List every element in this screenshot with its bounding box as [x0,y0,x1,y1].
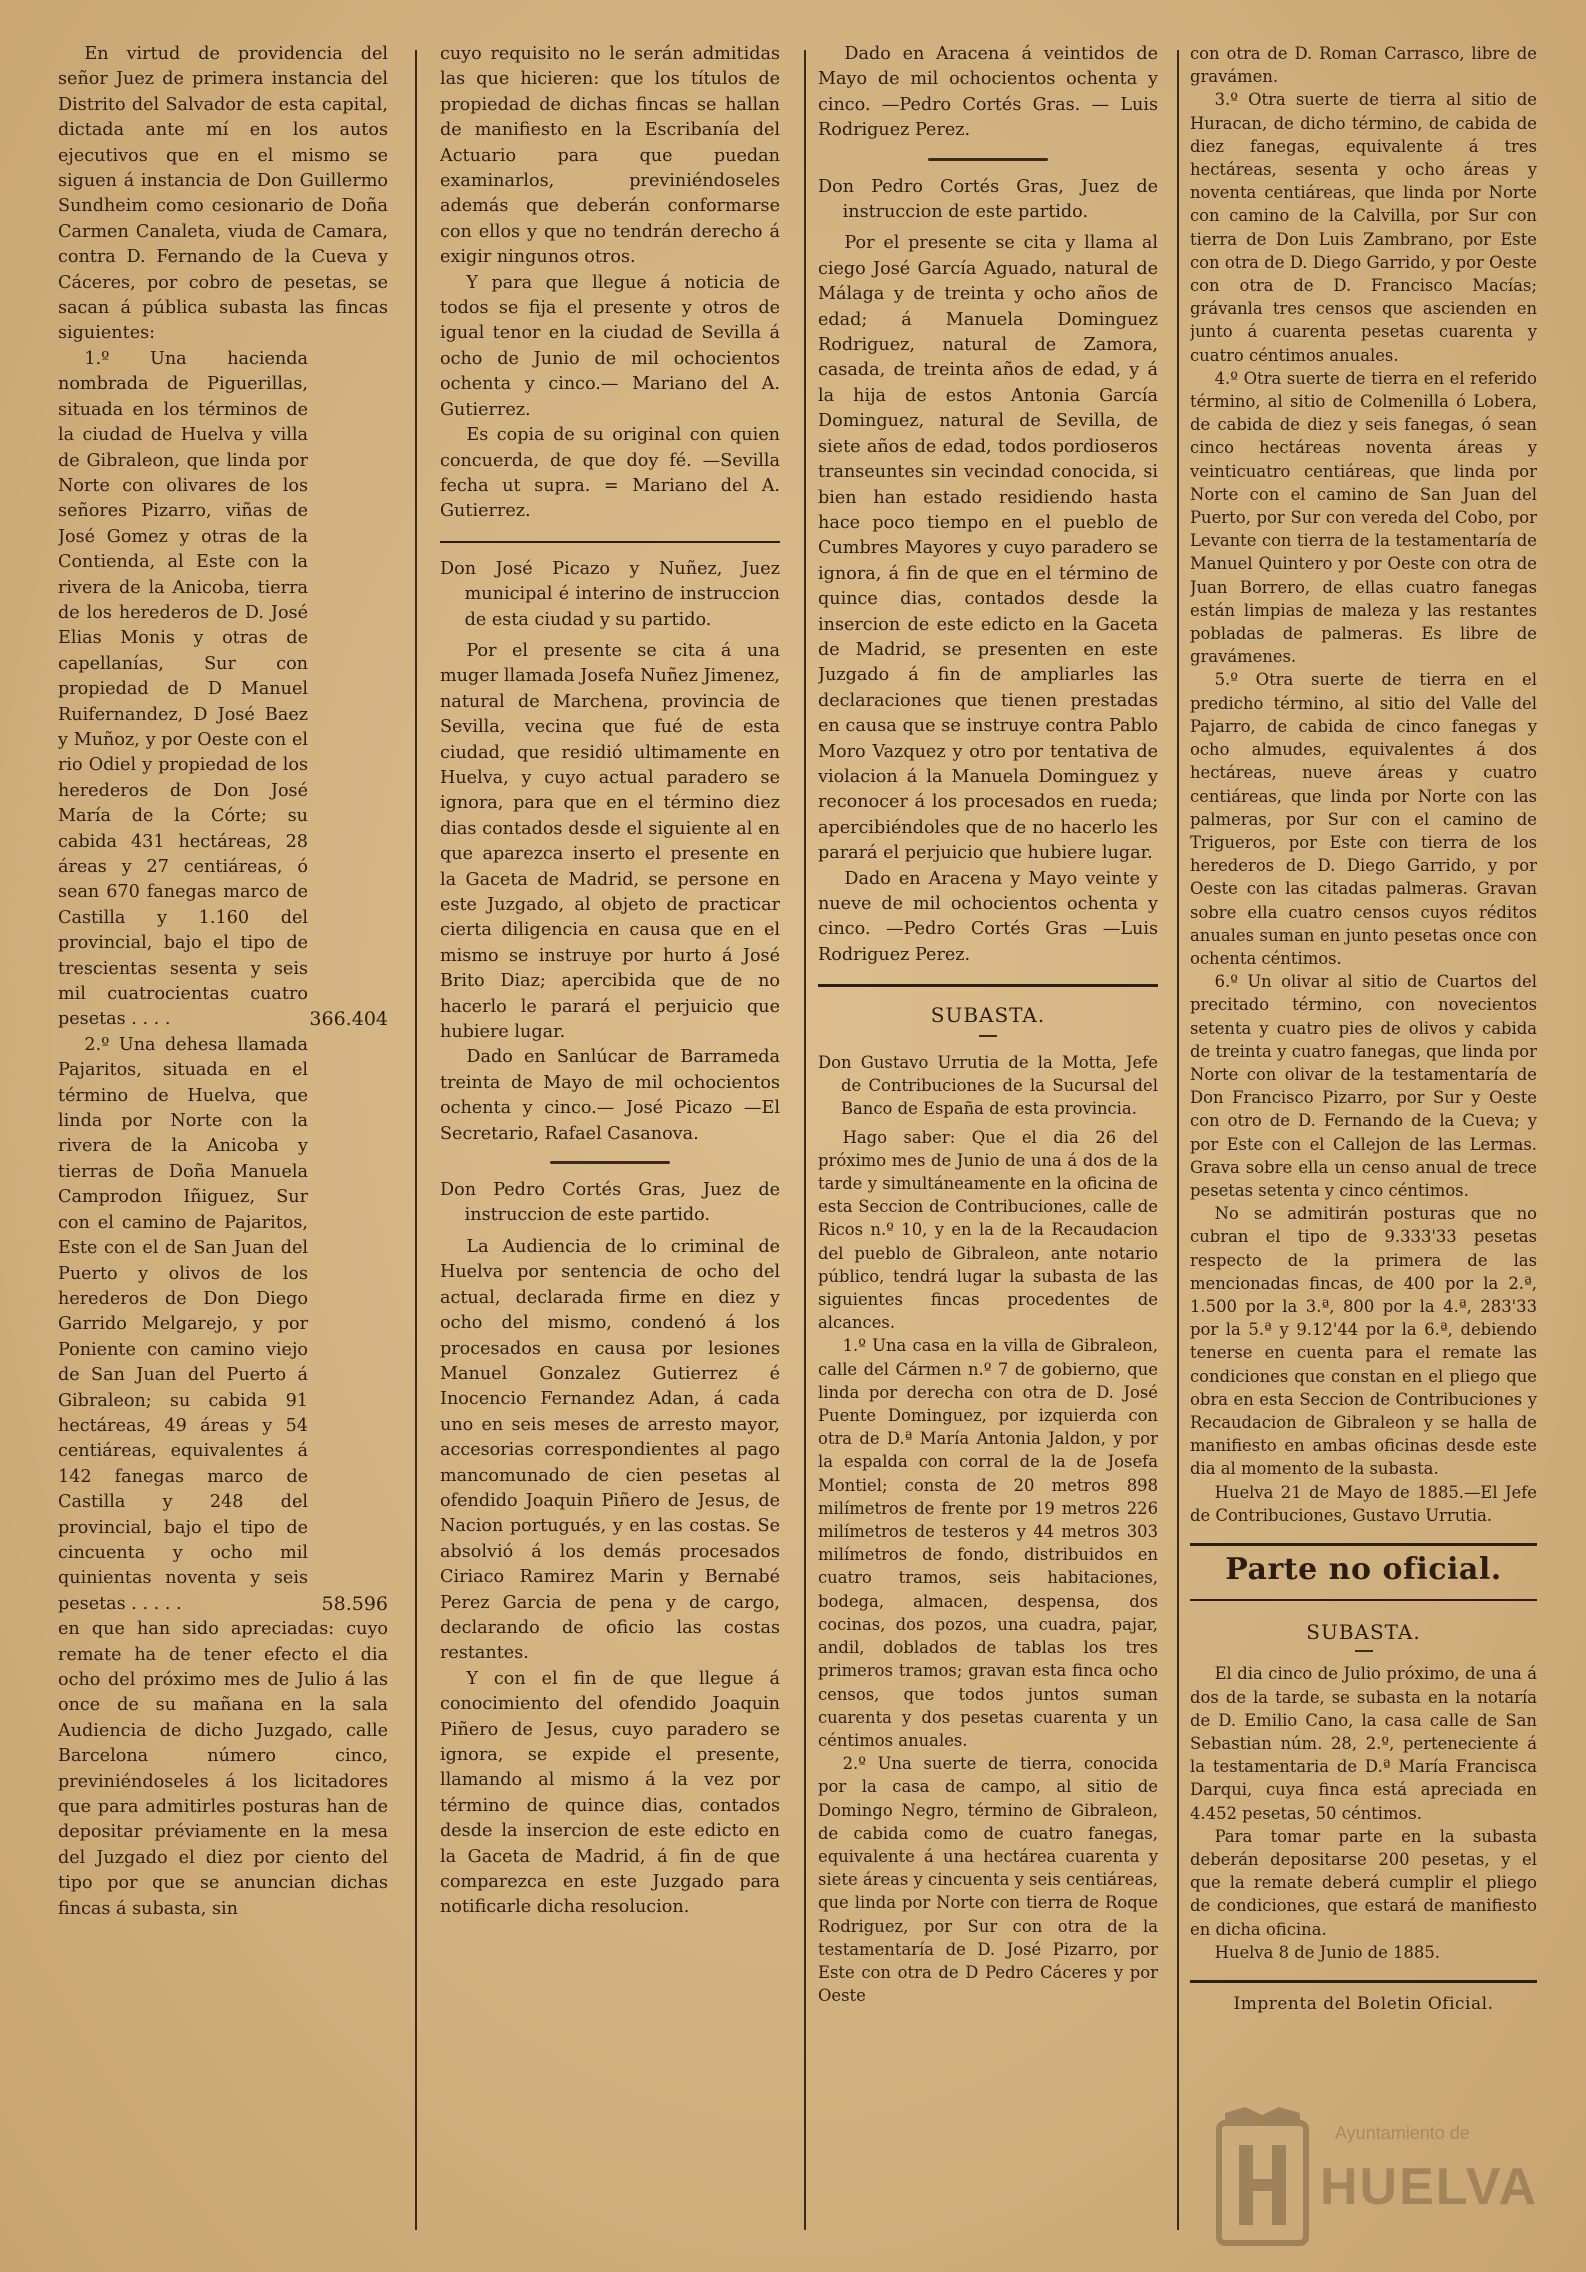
notice-paragraph: Huelva 21 de Mayo de 1885.—El Jefe de Contribuciones, Gustavo Urrutia. [1190,1482,1537,1525]
notice-paragraph: Por el presente se cita á una muger llamada Josefa Nuñez Jimenez, natural de Marchena, provincia de Sevilla, vecina que fué de esta ciudad, que residió ultimamente en Huelva, y cuyo actual paradero se ignora, para que en el término diez dias contados desde el siguiente al en que aparezca inserto el presente en la Gaceta de Madrid, se persone en este Juzgado, al objeto de practicar cierta diligencia en causa que en el mismo se instruye por hurto á José Brito Diaz; apercibida que de no hacerlo le parará el perjuicio que hubiere lugar. [440,640,780,1043]
notice-paragraph: 2.º Una suerte de tierra, conocida por la casa de campo, al sitio de Domingo Negro, término de Gibraleon, de cabida como de cuatro fanegas, equivalente á una hectárea cuarenta y siete áreas y cincuenta y seis centiáreas, que linda por Norte con tierra de Roque Rodriguez, por Sur con otra de la testamentaría de D. José Pizarro, por Este con otra de D Pedro Cáceres y por Oeste [818,1754,1158,2006]
notice-paragraph: 4.º Otra suerte de tierra en el referido término, al sitio de Colmenilla ó Lobera, de cabida de diez y seis fanegas, ó sean cinco hectáreas noventa áreas y veinticuatro centiáreas, que linda por Norte con el camino de San Juan del Puerto, por Sur con vereda del Cobo, por Levante con tierra de la testamentaría de Manuel Quintero y por Oeste con otra de Juan Borrero, de ellas cuatro fanegas están limpias de maleza y las restantes pobladas de palmeras. Es libre de gravámenes. [1190,368,1537,667]
notice-paragraph: En virtud de providencia del señor Juez de primera instancia del Distrito del Salvador de esta capital, dictada ante mí en los autos ejecutivos que en el mismo se siguen á instancia de Don Guillermo Sundheim como cesionario de Doña Carmen Canaleta, viuda de Camara, contra D. Fernando de la Cueva y Cáceres, por cobro de pesetas, se sacan á pública subasta las fincas siguientes: [58,44,388,344]
notice-heading: Don Pedro Cortés Gras, Juez de instruccion de este partido. [818,176,1158,223]
notice-paragraph: 5.º Otra suerte de tierra en el predicho término, al sitio del Valle del Pajarro, de cabida de cinco fanegas y ocho almudes, equivalentes á dos hectáreas, nueve áreas y cuatro centiáreas, que linda por Norte con las palmeras, por Sur con el camino de Trigueros, por Este con tierra de los herederos de D. Diego Garrido, y por Oeste con las citadas palmeras. Gravan sobre ella cuatro censos cuyos réditos anuales suman en junto pesetas once con ochenta céntimos. [1190,670,1537,968]
column-3 [818,42,1158,2192]
notice-paragraph: La Audiencia de lo criminal de Huelva por sentencia de ocho del actual, declarada firme en diez y ocho del mismo, condenó á los procesados en causa por lesiones Manuel Gonzalez Gutierrez é Inocencio Fernandez Adan, á cada uno en seis meses de arresto mayor, accesorias correspondientes al pago mancomunado de cien pesetas al ofendido Joaquin Piñero de Jesus, de Nacion portugués, y en las costas. Se absolvió á los demás procesados Ciriaco Ramirez Marin y Bernabé Perez Garcia de pena y de cargo, declarando de oficio las costas restantes. [440,1236,780,1664]
notice-heading: Don Pedro Cortés Gras, Juez de instruccion de este partido. [440,1180,780,1226]
column-rule [804,50,806,2230]
notice-paragraph: Huelva 8 de Junio de 1885. [1214,1942,1440,1962]
section-divider [1190,1543,1537,1546]
notice-paragraph: Hago saber: Que el dia 26 del próximo mes de Junio de una á dos de la tarde y simultáneamente en la oficina de esta Seccion de Contribuciones, calle de Ricos n.º 10, y en la de la Recaudacion del pueblo de Gibraleon, ante notario público, tendrá lugar la subasta de las siguientes fincas procedentes de alcances. [818,1127,1158,1333]
property-description: 1.º Una hacienda nombrada de Piguerillas, situada en los términos de la ciudad de Huelva y villa de Gibraleon, que linda por Norte con olivares de los señores Pizarro, viñas de José Gomez y otras de la Contienda, al Este con la rivera de la Anicoba, tierra de los herederos de D. José Elias Monis y otras de capellanías, Sur con propiedad de D Manuel Ruifernandez, D José Baez y Muñoz, y por Oeste con el rio Odiel y propiedad de los herederos de Don José María de la Córte; su cabida 431 hectáreas, 28 áreas y 27 centiáreas, ó sean 670 fanegas marco de Castilla y 1.160 del provincial, bajo el tipo de trescientas sesenta y seis mil cuatrocientas cuatro pesetas . . . . [58,348,308,1030]
property-entry [58,347,388,1033]
notice-heading: Don Gustavo Urrutia de la Motta, Jefe de Contribuciones de la Sucursal del Banco de España de esta provincia. [818,1052,1158,1118]
notice-paragraph: Y con el fin de que llegue á conocimiento del ofendido Joaquin Piñero de Jesus, cuyo paradero se ignora, se expide el presente, llamando al mismo á la vez por término de quince dias, contados desde la insercion de este edicto en la Gaceta de Madrid, á fin de que comparezca en este Juzgado para notificarle dicha resolucion. [440,1668,780,1918]
notice-paragraph: 6.º Un olivar al sitio de Cuartos del precitado término, con novecientos setenta y cuatro pies de olivos y cabida de treinta y cuatro fanegas, que linda por Norte con olivar de la testamentaría de Don Francisco Pizarro, por Sur y Oeste con otro de D. Fernando de la Cueva; y por Este con el Callejon de las Lermas. Grava sobre ella un censo anual de trece pesetas setenta y cinco céntimos. [1190,972,1537,1200]
notice-paragraph: Y para que llegue á noticia de todos se fija el presente y otros de igual tenor en la ciudad de Sevilla á ocho de Junio de mil ochocientos ochenta y cinco.— Mariano del A. Gutierrez. [440,272,780,420]
property-price: 58.596 [321,1592,388,1615]
notice-paragraph: El dia cinco de Julio próximo, de una á dos de la tarde, se subasta en la notaría de D. Emilio Cano, la casa calle de San Sebastian núm. 28, 2.º, perteneciente á la testamentaria de D.ª María Francisca Darqui, cuya finca está apreciada en 4.452 pesetas, 50 céntimos. [1190,1664,1537,1823]
parte-no-oficial-title: Parte no oficial. [1225,1552,1502,1587]
section-divider [818,984,1158,987]
notice-heading: Don José Picazo y Nuñez, Juez municipal é interino de instruccion de esta ciudad y su partido. [440,558,780,630]
title-dash [1355,1650,1373,1652]
shield-icon [1215,2105,1310,2250]
notice-paragraph: Dado en Aracena y Mayo veinte y nueve de mil ochocientos ochenta y cinco. —Pedro Cortés Gras —Luis Rodriguez Perez. [818,868,1158,965]
watermark-line-1: Ayuntamiento de [1335,2123,1470,2143]
column-1 [58,42,388,2192]
property-description: 2.º Una dehesa llamada Pajaritos, situada en el término de Huelva, que linda por Norte con la rivera de la Anicoba y tierras de Doña Manuela Camprodon Iñiguez, Sur con el camino de Pajaritos, Este con el de San Juan del Puerto y olivos de los herederos de Don Diego Garrido Melgarejo, y por Poniente con camino viejo de San Juan del Puerto á Gibraleon; su cabida 91 hectáreas, 49 áreas y 54 centiáreas, equivalentes á 142 fanegas marco de Castilla y 248 del provincial, bajo el tipo de cincuenta y ocho mil quinientas noventa y seis pesetas . . . . . [58,1034,308,1614]
property-entry [58,1033,388,1617]
notice-paragraph: Dado en Aracena á veintidos de Mayo de mil ochocientos ochenta y cinco. —Pedro Cortés Gras. — Luis Rodriguez Perez. [818,44,1158,141]
section-divider [1190,1980,1537,1983]
column-rule [415,50,417,2230]
ornament-divider [928,158,1048,161]
notice-paragraph: Para tomar parte en la subasta deberán depositarse 200 pesetas, y el que la remate deberá cumplir el pliego de condiciones, que estará de manifiesto en dicha oficina. [1190,1826,1537,1939]
notice-paragraph: con otra de D. Roman Carrasco, libre de gravámen. [1190,44,1537,87]
notice-paragraph: Es copia de su original con quien concuerda, de que doy fé. —Sevilla fecha ut supra. = Mariano del A. Gutierrez. [440,425,780,522]
ornament-divider [550,1161,670,1164]
subasta-body [818,1126,1158,2008]
section-divider [440,541,780,543]
notice-paragraph: No se admitirán posturas que no cubran el tipo de 9.333'33 pesetas respecto de la primera de las mencionadas fincas, de 400 por la 2.ª, 1.500 por la 3.ª, 800 por la 4.ª, 283'33 por la 5.ª y 9.12'44 por la 6.ª, debiendo tenerse en cuenta para el remate las condiciones que constan en el pliego que obra en esta Seccion de Contribuciones y Recaudacion de Gibraleon y se halla de manifiesto en ambas oficinas desde este dia al momento de la subasta. [1190,1204,1537,1479]
imprenta-footer: Imprenta del Boletin Oficial. [1233,1994,1494,2015]
section-divider [1190,1599,1537,1601]
subasta-title: SUBASTA. [1306,1620,1421,1645]
notice-paragraph: cuyo requisito no le serán admitidas las que hicieren: que los títulos de propiedad de dichas fincas se hallan de manifiesto en la Escribanía del Actuario para que puedan examinarlos, previniéndoseles además que deberán conformarse con ellos y que no tendrán derecho á exigir ningunos otros. [440,44,780,268]
property-price: 366.404 [309,1008,388,1031]
column-4 [1190,42,1537,2192]
subasta-title: SUBASTA. [930,1003,1046,1028]
notice-paragraph: en que han sido apreciadas: cuyo remate ha de tener efecto el dia ocho del próximo mes de Julio á las once de su mañana en la sala Audiencia de dicho Juzgado, calle Barcelona número cinco, previniéndoseles á los licitadores que para admitirles posturas han de depositar préviamente en la mesa del Juzgado el diez por ciento del tipo por que se anuncian dichas fincas á subasta, sin [58,1619,388,1919]
notice-paragraph: Por el presente se cita y llama al ciego José García Aguado, natural de Málaga y de treinta y ocho años de edad; á Manuela Dominguez Rodriguez, natural de Zamora, casada, de treinta años de edad, y á la hija de estos Antonia García Dominguez, natural de Sevilla, de siete años de edad, todos pordioseros transeuntes sin vecindad conocida, si bien han estado residiendo hasta hace poco tiempo en el pueblo de Cumbres Mayores y cuyo paradero se ignora, á fin de que en el término de quince dias, contados desde la insercion de este edicto en la Gaceta de Madrid, se presenten en este Juzgado á fin de ampliarles las declaraciones que tienen prestadas en causa que se instruye contra Pablo Moro Vazquez y otro por tentativa de violacion á la Manuela Dominguez y reconocer á los procesados en rueda; apercibiéndoles que de no hacerlo les parará el perjuicio que hubiere lugar. [818,233,1158,864]
notice-paragraph: Dado en Sanlúcar de Barrameda treinta de Mayo de mil ochocientos ochenta y cinco.— José Picazo —El Secretario, Rafael Casanova. [440,1047,780,1144]
notice-paragraph: 1.º Una casa en la villa de Gibraleon, calle del Cármen n.º 7 de gobierno, que linda por derecha con otra de D. José Puente Dominguez, por izquierda con otra de D.ª María Antonia Jaldon, y por la espalda con corral de la de Josefa Montiel; consta de 20 metros 898 milímetros de frente por 19 metros 226 milímetros de testeros y 44 metros 303 milímetros de fondo, distribuidos en cuatro tramos, seis habitaciones, bodega, almacen, despensa, dos cocinas, dos pozos, una cuadra, pajar, andil, doblados de tablas los tres primeros tramos; gravan esta finca ocho censos, que todos juntos suman cuarenta y dos pesetas cuarenta y un céntimos anuales. [818,1336,1158,1750]
column-rule [1177,50,1179,2230]
title-dash [979,1035,997,1037]
column-2 [440,42,780,2192]
watermark [1205,2105,1565,2255]
notice-paragraph: 3.º Otra suerte de tierra al sitio de Huracan, de dicho término, de cabida de diez fanegas, equivalente á tres hectáreas, sesenta y ocho áreas y noventa centiáreas, que linda por Norte con camino de la Calvilla, por Sur con tierra de Don Luis Zambrano, por Este con otra de D. Diego Garrido, y por Oeste con otra de D. Francisco Macías; grávanla tres censos que ascienden en junto á cuarenta pesetas cuarenta y cuatro céntimos anuales. [1190,90,1537,365]
watermark-line-2: HUELVA [1320,2158,1539,2216]
